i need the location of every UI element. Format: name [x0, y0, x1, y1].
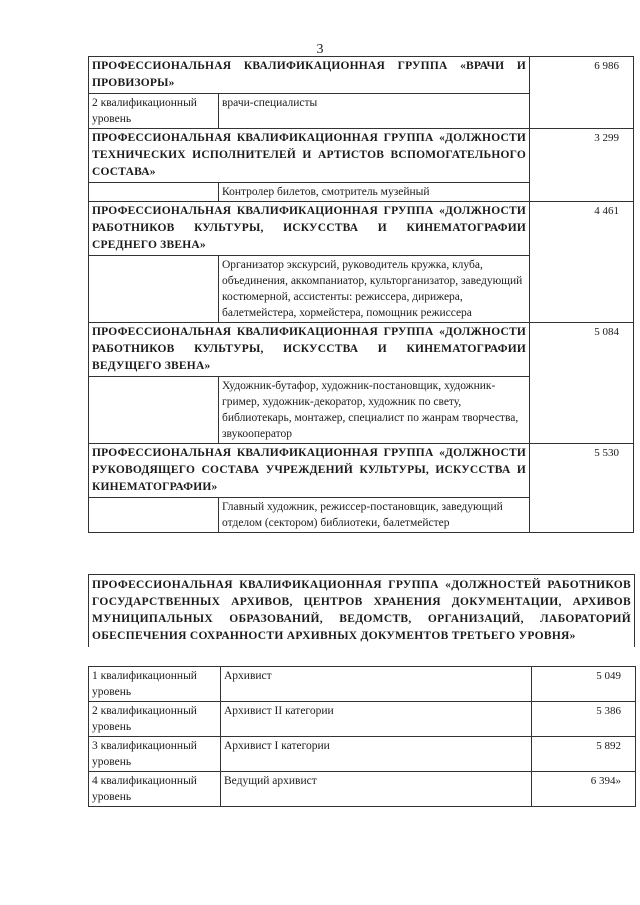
archives-table	[88, 666, 636, 807]
group-title: ПРОФЕССИОНАЛЬНАЯ КВАЛИФИКАЦИОННАЯ ГРУППА «ДОЛЖНОСТИ РАБОТНИКОВ КУЛЬТУРЫ, ИСКУССТВА И КИНЕМАТОГРАФИИ ВЕДУЩЕГО ЗВЕНА»	[89, 323, 530, 377]
table-row	[89, 737, 636, 772]
salary-cell: 5 049	[532, 667, 636, 702]
salary-cell: 5 386	[532, 702, 636, 737]
salary-cell: 6 394»	[532, 772, 636, 807]
positions-cell: врачи-специалисты	[219, 94, 530, 129]
group-header-row	[89, 57, 634, 94]
group-salary: 5 530	[530, 444, 634, 533]
qualification-level: 4 квалификационный уровень	[89, 772, 221, 807]
group-header-row	[89, 202, 634, 256]
positions-cell: Художник-бутафор, художник-постановщик, художник-гример, художник-декоратор, художник по свету, библиотекарь, монтажер, специалист по жанрам творчества, звукооператор	[219, 377, 530, 444]
group-title: ПРОФЕССИОНАЛЬНАЯ КВАЛИФИКАЦИОННАЯ ГРУППА «ДОЛЖНОСТИ РУКОВОДЯЩЕГО СОСТАВА УЧРЕЖДЕНИЙ КУЛЬТУРЫ, ИСКУССТВА И КИНЕМАТОГРАФИИ»	[89, 444, 530, 498]
qualification-level	[89, 183, 219, 202]
positions-cell: Главный художник, режиссер-постановщик, заведующий отделом (сектором) библиотеки, балетмейстер	[219, 498, 530, 533]
qualification-level: 3 квалификационный уровень	[89, 737, 221, 772]
position-cell: Архивист I категории	[221, 737, 532, 772]
group-salary: 4 461	[530, 202, 634, 323]
qualification-level	[89, 498, 219, 533]
group-title: ПРОФЕССИОНАЛЬНАЯ КВАЛИФИКАЦИОННАЯ ГРУППА «ДОЛЖНОСТИ РАБОТНИКОВ КУЛЬТУРЫ, ИСКУССТВА И КИНЕМАТОГРАФИИ СРЕДНЕГО ЗВЕНА»	[89, 202, 530, 256]
qualification-table	[88, 56, 634, 533]
salary-cell: 5 892	[532, 737, 636, 772]
group-salary: 3 299	[530, 129, 634, 202]
group-header-row	[89, 323, 634, 377]
qualification-level: 2 квалификационный уровень	[89, 94, 219, 129]
positions-cell: Организатор экскурсий, руководитель кружка, клуба, объединения, аккомпаниатор, культорганизатор, заведующий костюмерной, ассистенты: режиссера, дирижера, балетмейстера, хормейстера, помощник режиссера	[219, 256, 530, 323]
table-row	[89, 667, 636, 702]
position-cell: Архивист	[221, 667, 532, 702]
group-title: ПРОФЕССИОНАЛЬНАЯ КВАЛИФИКАЦИОННАЯ ГРУППА «ДОЛЖНОСТИ ТЕХНИЧЕСКИХ ИСПОЛНИТЕЛЕЙ И АРТИСТОВ ВСПОМОГАТЕЛЬНОГО СОСТАВА»	[89, 129, 530, 183]
page-number: 3	[316, 42, 324, 57]
position-cell: Архивист II категории	[221, 702, 532, 737]
group-salary: 5 084	[530, 323, 634, 444]
table-row	[89, 702, 636, 737]
group-title: ПРОФЕССИОНАЛЬНАЯ КВАЛИФИКАЦИОННАЯ ГРУППА «ВРАЧИ И ПРОВИЗОРЫ»	[89, 57, 530, 94]
position-cell: Ведущий архивист	[221, 772, 532, 807]
qualification-level	[89, 377, 219, 444]
group-salary: 6 986	[530, 57, 634, 129]
group-header-row	[89, 129, 634, 183]
qualification-level	[89, 256, 219, 323]
table-row	[89, 772, 636, 807]
group-header-row	[89, 444, 634, 498]
positions-cell: Контролер билетов, смотритель музейный	[219, 183, 530, 202]
archives-group-title: ПРОФЕССИОНАЛЬНАЯ КВАЛИФИКАЦИОННАЯ ГРУППА «ДОЛЖНОСТЕЙ РАБОТНИКОВ ГОСУДАРСТВЕННЫХ АРХИВОВ, ЦЕНТРОВ ХРАНЕНИЯ ДОКУМЕНТАЦИИ, АРХИВОВ МУНИЦИПАЛЬНЫХ ОБРАЗОВАНИЙ, ВЕДОМСТВ, ОРГАНИЗАЦИЙ, ЛАБОРАТОРИЙ ОБЕСПЕЧЕНИЯ СОХРАННОСТИ АРХИВНЫХ ДОКУМЕНТОВ ТРЕТЬЕГО УРОВНЯ»	[88, 574, 635, 647]
qualification-level: 2 квалификационный уровень	[89, 702, 221, 737]
qualification-level: 1 квалификационный уровень	[89, 667, 221, 702]
